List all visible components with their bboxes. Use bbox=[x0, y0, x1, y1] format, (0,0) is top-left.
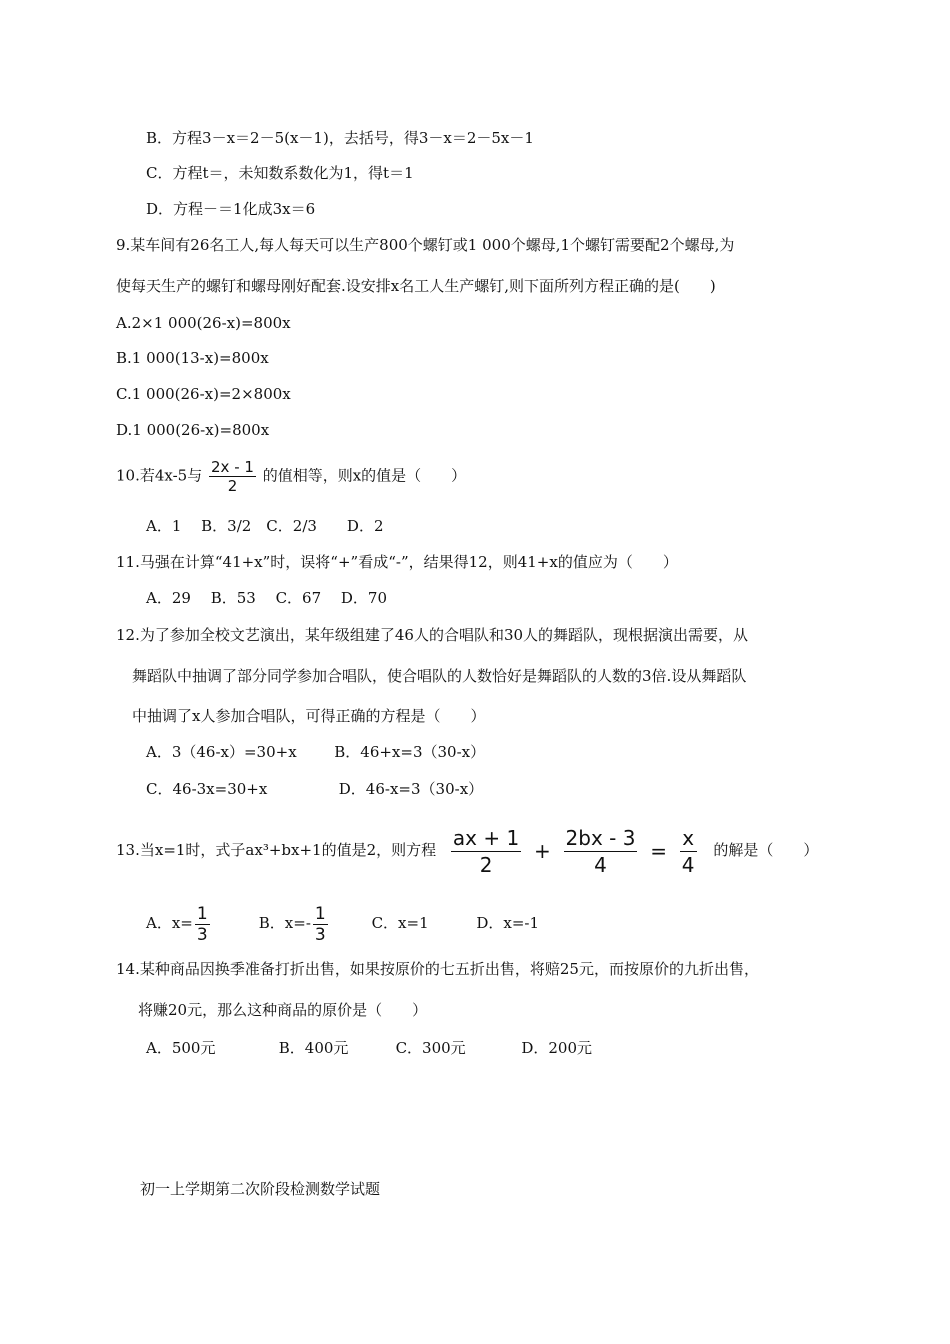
q13-option-b-fraction bbox=[313, 904, 328, 945]
q12-options-row-1 bbox=[146, 742, 485, 762]
q13-stem-post: 的解是（ ） bbox=[713, 841, 819, 859]
q8-option-c: C．方程t＝，未知数系数化为1，得t＝1 bbox=[146, 164, 414, 182]
q13-fraction-1-numerator: ax + 1 bbox=[452, 825, 520, 850]
q13-plus-sign: + bbox=[534, 839, 551, 863]
q12-line-2: 舞蹈队中抽调了部分同学参加合唱队，使合唱队的人数恰好是舞蹈队的人数的3倍.设从舞蹈队 bbox=[132, 667, 747, 685]
footer-title: 初一上学期第二次阶段检测数学试题 bbox=[140, 1180, 381, 1198]
q14-line-1: 14.某种商品因换季准备打折出售，如果按原价的七五折出售，将赔25元，而按原价的九折出售， bbox=[116, 960, 759, 978]
q14-option-d: D．200元 bbox=[521, 1039, 593, 1057]
q10-fraction-denominator: 2 bbox=[227, 477, 238, 495]
q13-option-a-denominator: 3 bbox=[196, 924, 208, 945]
q8-option-d: D．方程－＝1化成3x＝6 bbox=[146, 200, 316, 218]
q9-option-b: B.1 000(13-x)=800x bbox=[116, 349, 269, 367]
q8-option-b: B．方程3－x＝2－5(x－1)，去括号，得3－x＝2－5x－1 bbox=[146, 129, 534, 147]
q10-fraction bbox=[209, 458, 256, 495]
q10-options: A．1 B．3/2 C．2/3 D．2 bbox=[146, 517, 384, 535]
q11-stem: 11.马强在计算“41+x”时，误将“+”看成“-”，结果得12，则41+x的值应为（ ） bbox=[116, 553, 678, 571]
q13-stem-pre: 13.当x=1时，式子ax³+bx+1的值是2，则方程 bbox=[116, 841, 437, 859]
q13-option-b-denominator: 3 bbox=[314, 924, 326, 945]
q10-fraction-numerator: 2x - 1 bbox=[211, 458, 254, 476]
q13-option-b bbox=[259, 900, 367, 946]
q12-option-c: C．46-3x=30+x bbox=[146, 780, 268, 798]
q13-option-a-label: A．x= bbox=[146, 914, 193, 932]
q13-option-c: C．x=1 bbox=[371, 914, 429, 932]
q13-option-b-label: B．x=- bbox=[258, 914, 311, 932]
q14-option-b: B．400元 bbox=[278, 1039, 349, 1057]
q9-option-d: D.1 000(26-x)=800x bbox=[116, 421, 270, 439]
q13-equals-sign: = bbox=[650, 839, 668, 863]
q11-options: A．29 B．53 C．67 D．70 bbox=[146, 589, 388, 607]
q13-fraction-2-denominator: 4 bbox=[594, 852, 607, 877]
q12-options-row-2 bbox=[146, 779, 483, 799]
q10-stem bbox=[116, 458, 466, 495]
q9-line-2: 使每天生产的螺钉和螺母刚好配套.设安排x名工人生产螺钉,则下面所列方程正确的是( ) bbox=[116, 277, 716, 295]
q12-line-1: 12.为了参加全校文艺演出，某年级组建了46人的合唱队和30人的舞蹈队，现根据演出需要，从 bbox=[116, 626, 749, 644]
q13-fraction-3-denominator: 4 bbox=[681, 852, 695, 877]
q13-fraction-3-numerator: x bbox=[680, 825, 697, 852]
q13-fraction-1-denominator: 2 bbox=[479, 852, 493, 877]
q13-option-a-fraction bbox=[195, 904, 210, 945]
q13-fraction-1 bbox=[451, 825, 521, 878]
q12-line-3: 中抽调了x人参加合唱队，可得正确的方程是（ ） bbox=[132, 707, 486, 725]
q10-stem-post: 的值相等，则x的值是（ ） bbox=[262, 466, 467, 485]
q14-line-2: 将赚20元，那么这种商品的原价是（ ） bbox=[138, 1001, 428, 1019]
q12-option-b: B．46+x=3（30-x） bbox=[334, 743, 486, 761]
q13-option-a-numerator: 1 bbox=[196, 903, 208, 924]
q13-options bbox=[146, 900, 539, 946]
q14-options bbox=[146, 1038, 592, 1058]
q13-option-b-numerator: 1 bbox=[314, 903, 326, 924]
q9-option-a: A.2×1 000(26-x)=800x bbox=[116, 314, 291, 332]
q12-option-a: A．3（46-x）=30+x bbox=[146, 743, 297, 761]
q12-option-d: D．46-x=3（30-x） bbox=[338, 780, 484, 798]
q9-option-c: C.1 000(26-x)=2×800x bbox=[116, 385, 291, 403]
q13-option-d: D．x=-1 bbox=[476, 914, 540, 932]
q13-fraction-3 bbox=[680, 825, 697, 878]
q13-stem bbox=[116, 820, 818, 881]
q13-option-a bbox=[146, 900, 254, 946]
q14-option-a: A．500元 bbox=[146, 1039, 216, 1057]
q10-stem-pre: 10.若4x-5与 bbox=[116, 466, 203, 485]
q9-line-1: 9.某车间有26名工人,每人每天可以生产800个螺钉或1 000个螺母,1个螺钉需要配2个螺母,为 bbox=[116, 236, 735, 254]
q14-option-c: C．300元 bbox=[395, 1039, 466, 1057]
q13-fraction-2 bbox=[564, 825, 638, 878]
q13-fraction-2-numerator: 2bx - 3 bbox=[565, 825, 636, 850]
